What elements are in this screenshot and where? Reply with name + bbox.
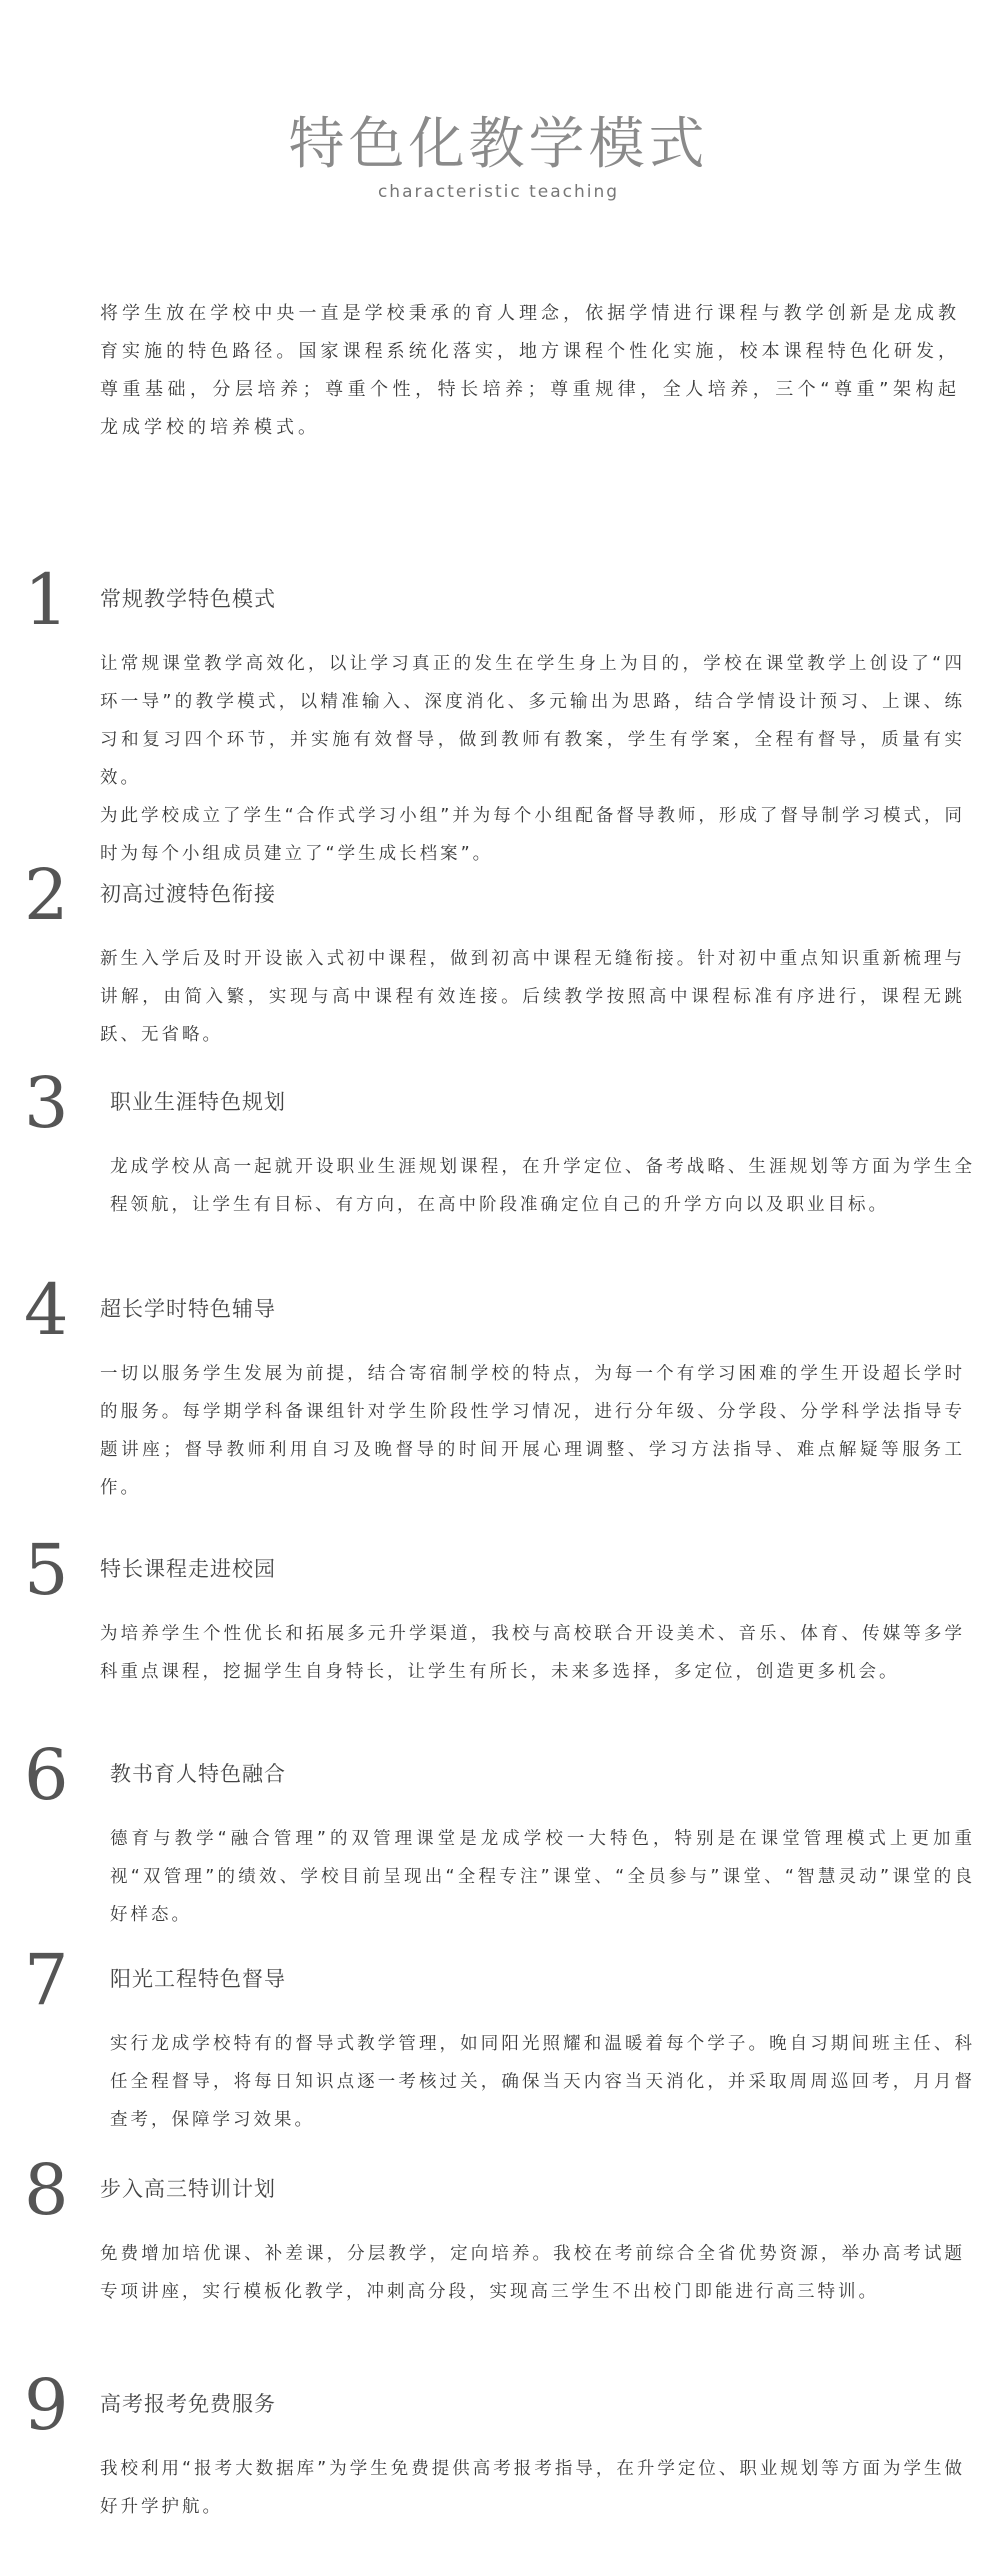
section-number: 5 [24,1529,69,1611]
section-number: 1 [24,559,69,641]
page-title: 特色化教学模式 [288,112,709,177]
section-number: 7 [24,1939,69,2021]
section-paragraph: 德育与教学“融合管理”的双管理课堂是龙成学校一大特色，特别是在课堂管理模式上更加重视“双管理”的绩效、学校目前呈现出“全程专注”课堂、“全员参与”课堂、“智慧灵动”课堂的良好样态。 [110,1829,975,1925]
section-title: 高考报考免费服务 [100,2392,276,2416]
page-subtitle: characteristic teaching [377,182,620,202]
section-title: 特长课程走进校园 [100,1557,276,1581]
intro-paragraph: 将学生放在学校中央一直是学校秉承的育人理念，依据学情进行课程与教学创新是龙成教育实施的特色路径。国家课程系统化落实，地方课程个性化实施，校本课程特色化研发，尊重基础，分层培养；尊重个性，特长培养；尊重规律，全人培养，三个“尊重”架构起龙成学校的培养模式。 [100,303,960,438]
section-body [100,2235,965,2311]
section-body [100,645,965,873]
section-paragraph: 让常规课堂教学高效化，以让学习真正的发生在学生身上为目的，学校在课堂教学上创设了“四环一导”的教学模式，以精准输入、深度消化、多元输出为思路，结合学情设计预习、上课、练习和复习四个环节，并实施有效督导，做到教师有教案，学生有学案，全程有督导，质量有实效。 [100,654,965,788]
section-paragraph: 我校利用“报考大数据库”为学生免费提供高考报考指导，在升学定位、职业规划等方面为学生做好升学护航。 [100,2459,965,2517]
section-paragraph: 龙成学校从高一起就开设职业生涯规划课程，在升学定位、备考战略、生涯规划等方面为学生全程领航，让学生有目标、有方向，在高中阶段准确定位自己的升学方向以及职业目标。 [110,1157,975,1215]
section-paragraph: 为培养学生个性优长和拓展多元升学渠道，我校与高校联合开设美术、音乐、体育、传媒等多学科重点课程，挖掘学生自身特长，让学生有所长，未来多选择，多定位，创造更多机会。 [100,1624,965,1682]
section-number: 3 [24,1062,69,1144]
section-title: 阳光工程特色督导 [110,1967,286,1991]
section-body [100,940,965,1054]
section-number: 2 [24,854,69,936]
section-number: 4 [24,1269,69,1351]
section-number: 9 [24,2364,69,2446]
section-title: 教书育人特色融合 [110,1762,286,1786]
section-body [110,2025,975,2139]
section-title: 步入高三特训计划 [100,2177,276,2201]
section-number: 8 [24,2149,69,2231]
section-title: 初高过渡特色衔接 [100,882,276,906]
section-paragraph: 为此学校成立了学生“合作式学习小组”并为每个小组配备督导教师，形成了督导制学习模式，同时为每个小组成员建立了“学生成长档案”。 [100,806,965,864]
section-body [100,1615,965,1691]
section-paragraph: 新生入学后及时开设嵌入式初中课程，做到初高中课程无缝衔接。针对初中重点知识重新梳理与讲解，由简入繁，实现与高中课程有效连接。后续教学按照高中课程标准有序进行，课程无跳跃、无省略。 [100,949,965,1045]
section-paragraph: 免费增加培优课、补差课，分层教学，定向培养。我校在考前综合全省优势资源，举办高考试题专项讲座，实行模板化教学，冲刺高分段，实现高三学生不出校门即能进行高三特训。 [100,2244,965,2302]
section-body [100,2450,965,2526]
section-title: 常规教学特色模式 [100,587,276,611]
section-paragraph: 实行龙成学校特有的督导式教学管理，如同阳光照耀和温暖着每个学子。晚自习期间班主任、科任全程督导，将每日知识点逐一考核过关，确保当天内容当天消化，并采取周周巡回考，月月督查考，保障学习效果。 [110,2034,975,2130]
section-title: 超长学时特色辅导 [100,1297,276,1321]
section-title: 职业生涯特色规划 [110,1090,286,1114]
section-body [110,1820,975,1934]
section-paragraph: 一切以服务学生发展为前提，结合寄宿制学校的特点，为每一个有学习困难的学生开设超长学时的服务。每学期学科备课组针对学生阶段性学习情况，进行分年级、分学段、分学科学法指导专题讲座；督导教师利用自习及晚督导的时间开展心理调整、学习方法指导、难点解疑等服务工作。 [100,1364,965,1498]
section-body [110,1148,975,1224]
section-body [100,1355,965,1507]
section-number: 6 [24,1734,69,1816]
